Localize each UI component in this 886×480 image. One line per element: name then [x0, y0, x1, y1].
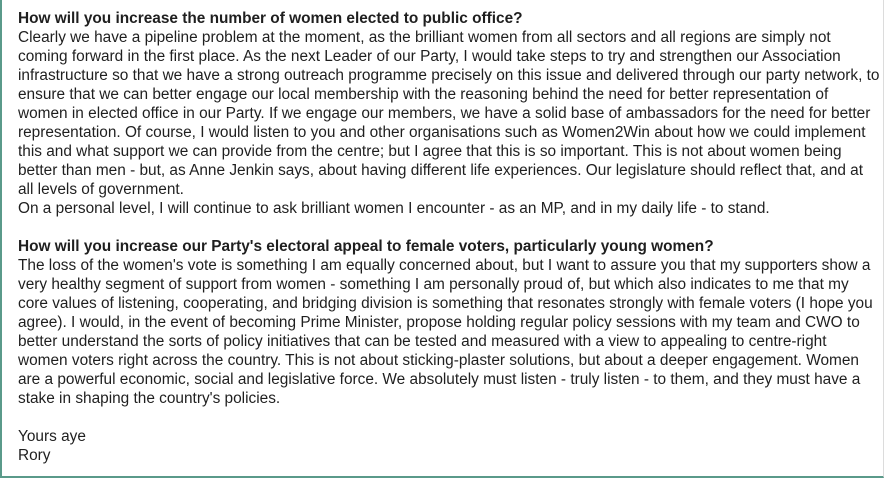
paragraph-spacer: [18, 408, 880, 427]
paragraph-spacer: [18, 218, 880, 237]
signoff-closing: Yours aye: [18, 428, 86, 445]
document-body: [18, 9, 880, 465]
answer-paragraph: Clearly we have a pipeline problem at the moment, as the brilliant women from all sectors and all regions are simply not coming forward in the first place. As the next Leader of our Party, I would take steps to try and strengthen our Association infrastructure so that we have a strong outreach programme precisely on this issue and delivered through our party network, to ensure that we can better engage our local membership with the reasoning behind the need for better representation of women in elected office in our Party. If we engage our members, we have a solid base of ambassadors for the need for better representation. Of course, I would listen to you and other organisations such as Women2Win about how we could implement this and what support we can provide from the centre; but I agree that this is so important. This is not about women being better than men - but, as Anne Jenkin says, about having different life experiences. Our legislature should reflect that, and at all levels of government.: [18, 29, 880, 198]
signoff-name: Rory: [18, 447, 51, 464]
question-heading: How will you increase the number of women elected to public office?: [18, 10, 523, 27]
answer-paragraph: The loss of the women's vote is something I am equally concerned about, but I want to assure you that my supporters show a very healthy segment of support from women - something I am personally proud of, but which also indicates to me that my core values of listening, cooperating, and bridging division is something that resonates strongly with female voters (I hope you agree). I would, in the event of becoming Prime Minister, propose holding regular policy sessions with my team and CWO to better understand the sorts of policy initiatives that can be tested and measured with a view to appealing to centre-right women voters right across the country. This is not about sticking-plaster solutions, but about a deeper engagement. Women are a powerful economic, social and legislative force. We absolutely must listen - truly listen - to them, and they must have a stake in shaping the country's policies.: [18, 257, 873, 407]
question-heading: How will you increase our Party's electoral appeal to female voters, particularly young women?: [18, 238, 714, 255]
answer-paragraph: On a personal level, I will continue to ask brilliant women I encounter - as an MP, and in my daily life - to stand.: [18, 200, 770, 217]
